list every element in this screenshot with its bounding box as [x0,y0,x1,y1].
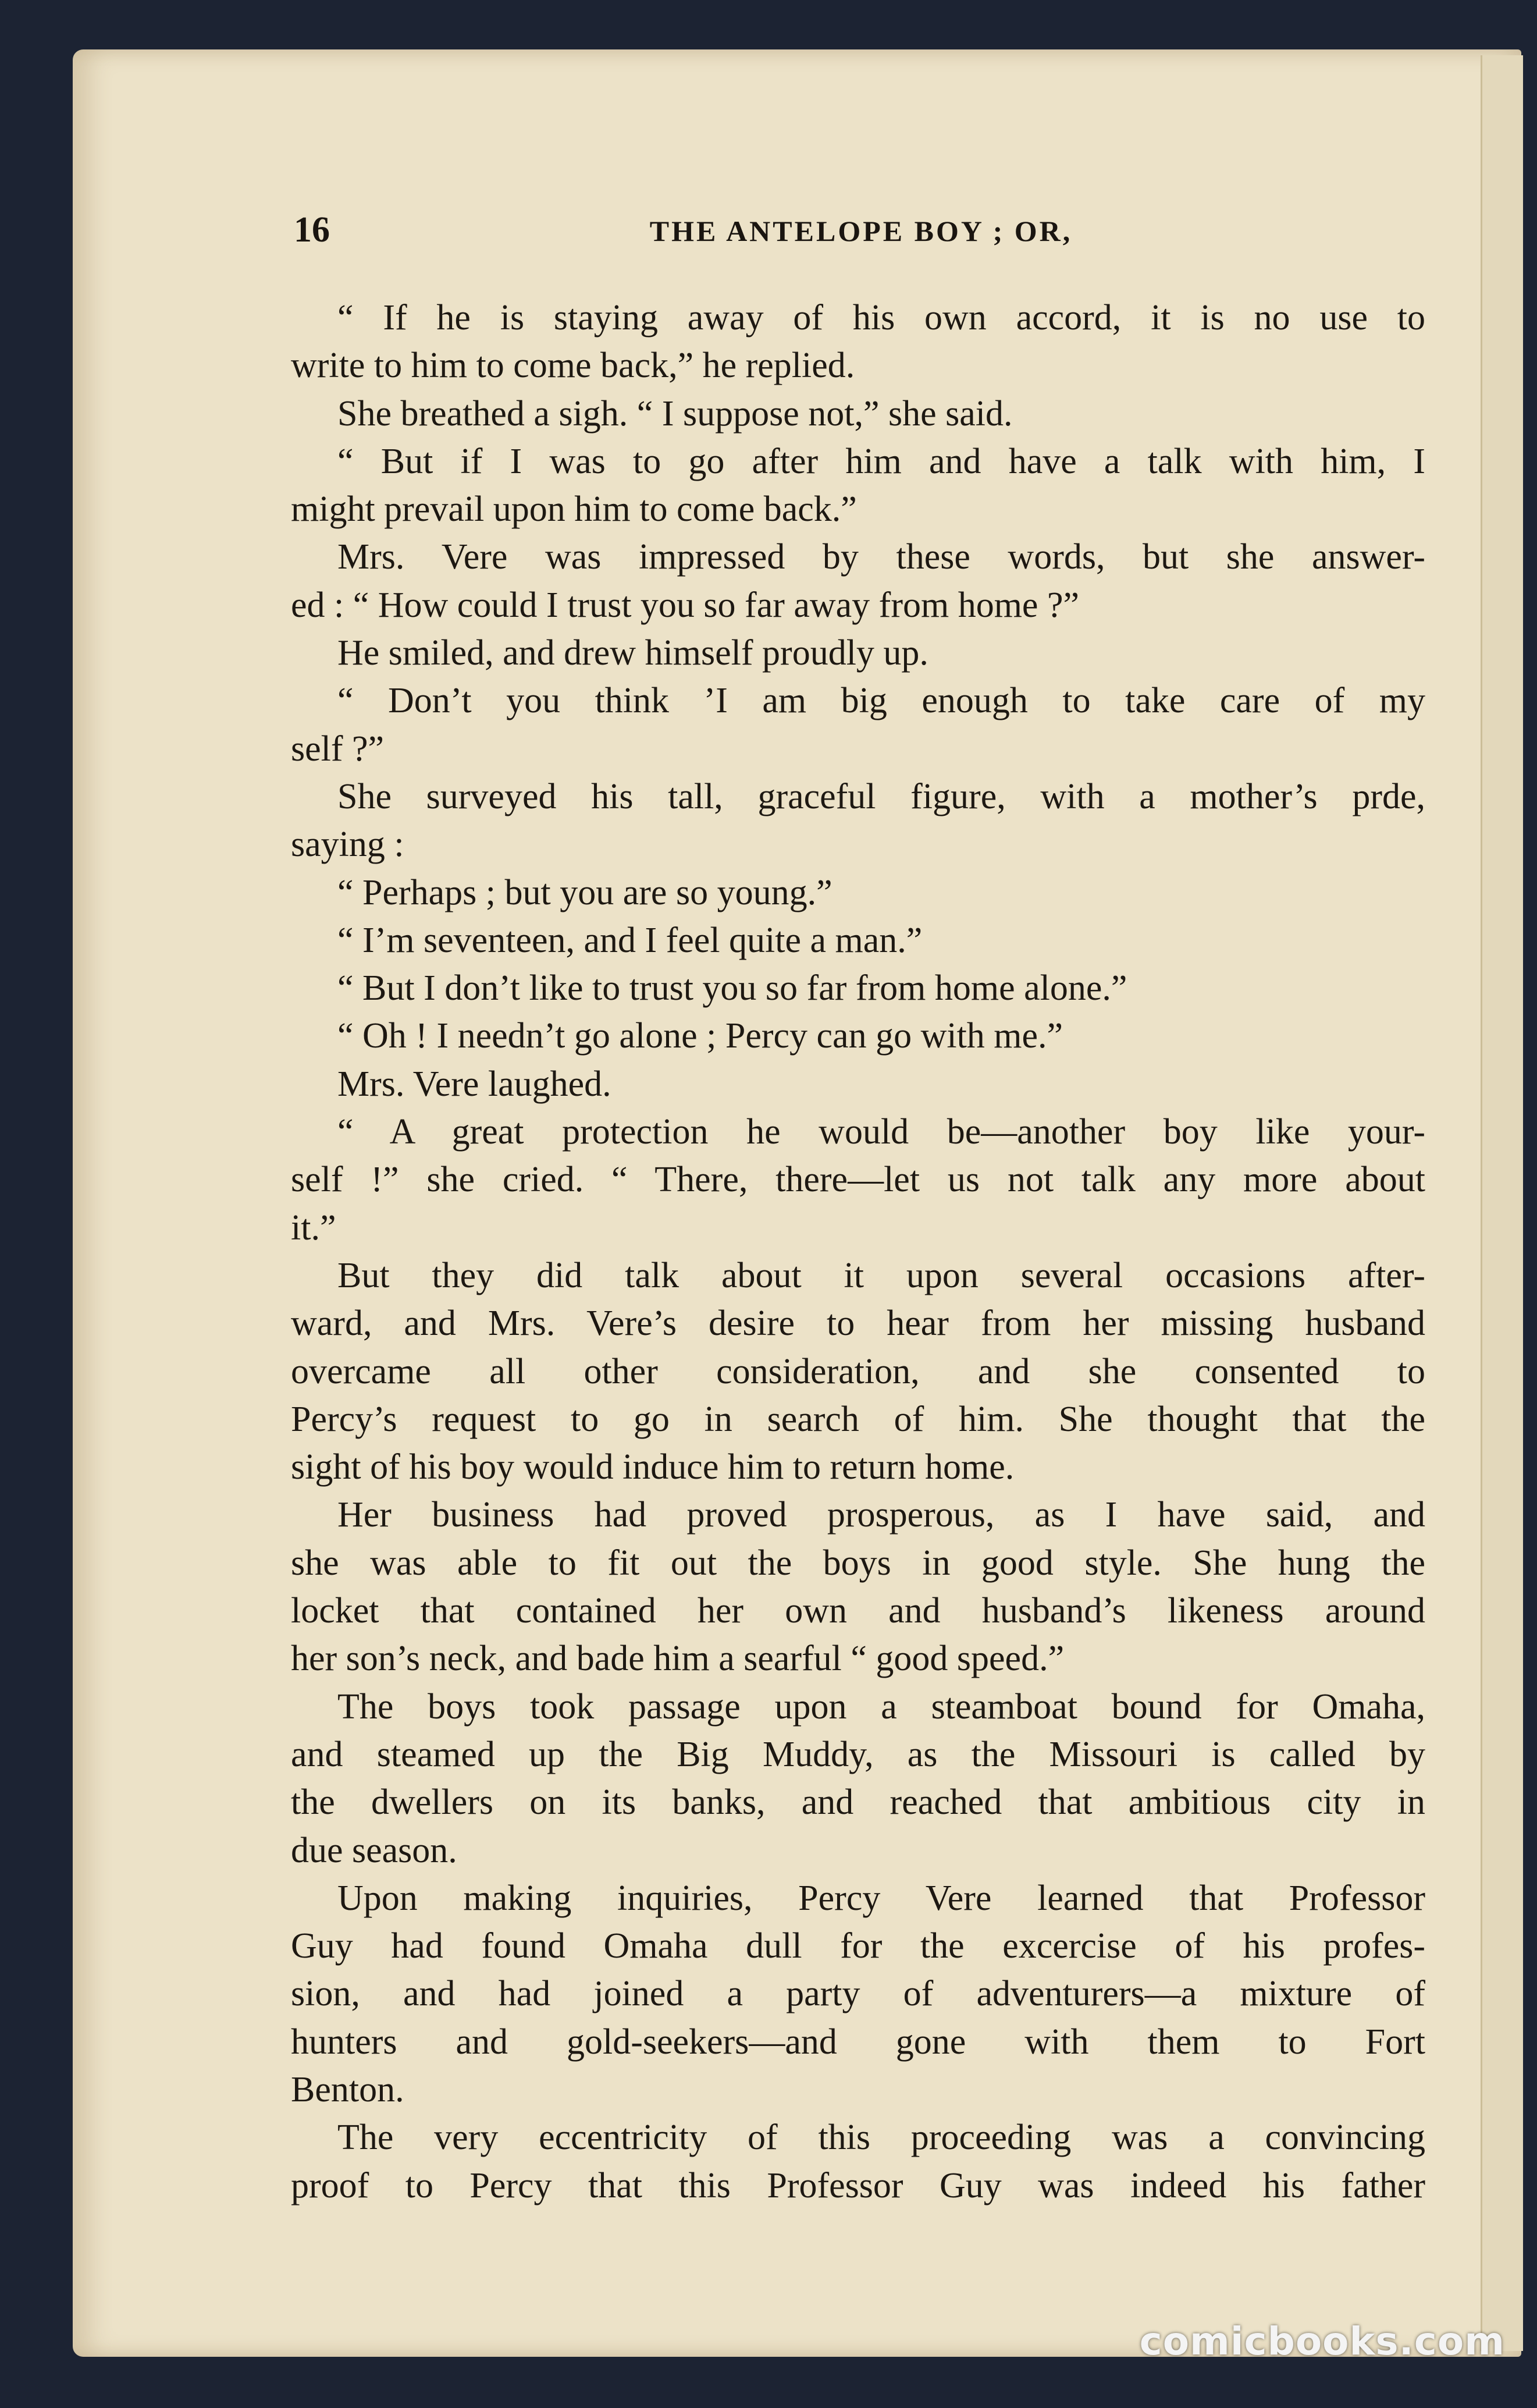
text-line: ed : “ How could I trust you so far away from home ?” [291,585,1079,625]
text-line: She surveyed his tall, graceful figure, with a mother’s prde, [337,776,1425,816]
text-line: she was able to fit out the boys in good style. She hung the [291,1543,1425,1583]
text-line: self !” she cried. “ There, there—let us not talk any more about [291,1160,1425,1200]
text-line: and steamed up the Big Muddy, as the Missouri is called by [291,1734,1425,1774]
page-number: 16 [294,210,330,250]
text-line: “ A great protection he would be—another boy like your- [337,1112,1425,1152]
text-line: Her business had proved prosperous, as I have said, and [337,1495,1425,1535]
text-line: proof to Percy that this Professor Guy was indeed his father [291,2165,1425,2205]
next-page-edge [1481,55,1523,2351]
text-line: due season. [291,1830,457,1870]
text-line: “ I’m seventeen, and I feel quite a man.” [337,920,923,960]
text-line: self ?” [291,729,385,769]
text-line: The very eccentricity of this proceeding was a convincing [337,2118,1425,2158]
text-line: “ Perhaps ; but you are so young.” [337,872,832,912]
text-line: He smiled, and drew himself proudly up. [337,633,928,673]
text-line: “ If he is staying away of his own accord, it is no use to [337,298,1425,338]
text-line: Percy’s request to go in search of him. She thought that the [291,1399,1425,1439]
text-line: overcame all other consideration, and she consented to [291,1351,1425,1391]
text-line: her son’s neck, and bade him a searful “ good speed.” [291,1639,1065,1679]
text-line: Mrs. Vere laughed. [337,1064,611,1104]
text-line: Upon making inquiries, Percy Vere learned that Professor [337,1878,1425,1918]
text-line: Guy had found Omaha dull for the excercise of his profes- [291,1926,1425,1966]
text-line: “ But I don’t like to trust you so far from home alone.” [337,968,1127,1008]
text-line: write to him to come back,” he replied. [291,346,855,386]
text-line: “ Oh ! I needn’t go alone ; Percy can go with me.” [337,1016,1063,1056]
text-line: it.” [291,1207,336,1248]
text-line: “ Don’t you think ’I am big enough to take care of my [337,681,1425,721]
text-line: But they did talk about it upon several occasions after- [337,1255,1425,1295]
text-line: Benton. [291,2069,404,2109]
text-line: sion, and had joined a party of adventurers—a mixture of [291,1974,1425,2014]
text-line: might prevail upon him to come back.” [291,489,857,530]
running-title: THE ANTELOPE BOY ; OR, [649,215,1073,247]
text-line: hunters and gold-seekers—and gone with them to Fort [291,2022,1425,2062]
text-line: locket that contained her own and husband’s likeness around [291,1591,1425,1631]
body-text [291,294,1425,2210]
site-watermark: comicbooks.com [1139,2319,1505,2364]
text-line: saying : [291,825,404,865]
text-line: “ But if I was to go after him and have a talk with him, I [337,441,1425,481]
text-line: ward, and Mrs. Vere’s desire to hear from her missing husband [291,1304,1425,1344]
text-line: Mrs. Vere was impressed by these words, but she answer- [337,537,1425,577]
text-line: the dwellers on its banks, and reached that ambitious city in [291,1782,1425,1823]
text-line: sight of his boy would induce him to return home. [291,1447,1015,1487]
page-header [294,209,1428,262]
text-line: The boys took passage upon a steamboat bound for Omaha, [337,1686,1425,1727]
text-line: She breathed a sigh. “ I suppose not,” she said. [337,393,1013,434]
